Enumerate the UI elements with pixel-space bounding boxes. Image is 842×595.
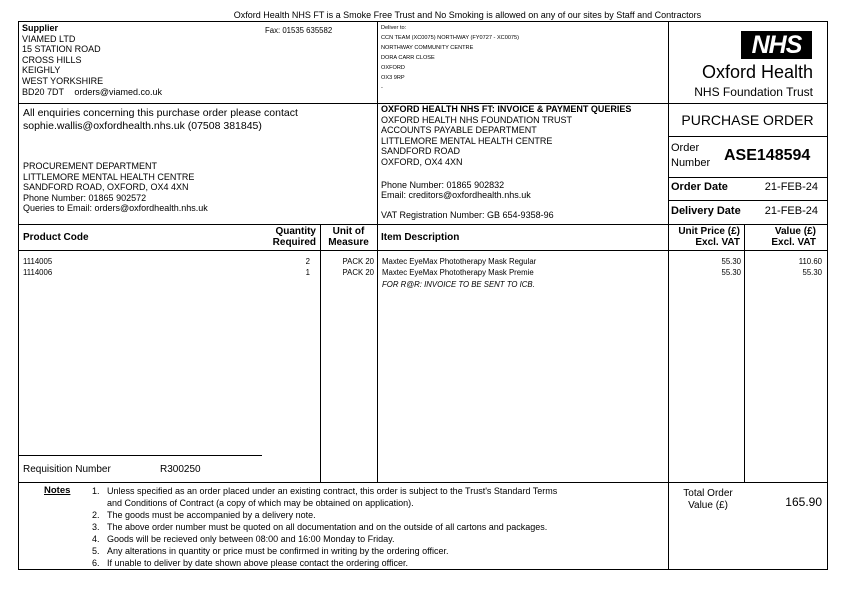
deliver-to-line: OXFORD xyxy=(381,65,405,71)
supplier-line: WEST YORKSHIRE xyxy=(22,75,104,86)
deliver-to-line: DORA CARR CLOSE xyxy=(381,55,435,61)
invoice-line: OXFORD HEALTH NHS FOUNDATION TRUST xyxy=(381,114,573,125)
table-row xyxy=(23,257,52,266)
col-header-quantity-2: Required xyxy=(272,237,316,248)
col-header-unit-price xyxy=(670,226,740,248)
row-unit-price: 55.30 xyxy=(721,257,741,266)
note-text: Any alterations in quantity or price must be confirmed in writing by the ordering officer. xyxy=(107,546,449,556)
row-value: 110.60 xyxy=(798,257,822,266)
procurement-line: Phone Number: 01865 902572 xyxy=(23,192,147,203)
order-date-label: Order Date xyxy=(671,181,728,193)
supplier-heading: Supplier xyxy=(22,23,59,33)
smoke-free-banner: Oxford Health NHS FT is a Smoke Free Trust and No Smoking is allowed on any of our sites by Staff and Contractors xyxy=(233,10,702,20)
note-number: 4. xyxy=(92,534,100,544)
note-number: 5. xyxy=(92,546,100,556)
note-text: If unable to deliver by date shown above please contact the ordering officer. xyxy=(107,558,409,568)
total-label-1: Total Order xyxy=(683,488,733,499)
note-number: 2. xyxy=(92,510,100,520)
invoice-heading: OXFORD HEALTH NHS FT: INVOICE & PAYMENT QUERIES xyxy=(381,104,632,114)
col-header-quantity xyxy=(240,226,316,248)
note-number: 1. xyxy=(92,486,100,496)
purchase-order-title: PURCHASE ORDER xyxy=(681,112,814,128)
row-item-description: Maxtec EyeMax Phototherapy Mask Premie xyxy=(382,268,534,277)
col-header-quantity-1: Quantity xyxy=(275,226,316,237)
row-quantity: 1 xyxy=(305,268,310,277)
invoice-note: FOR R@R: INVOICE TO BE SENT TO ICB. xyxy=(382,280,535,289)
org-subtitle: NHS Foundation Trust xyxy=(694,85,813,99)
deliver-to-line: - xyxy=(381,85,383,91)
note-item xyxy=(92,485,557,497)
enquiries-contact xyxy=(23,107,298,132)
org-name: Oxford Health xyxy=(701,62,813,82)
requisition-label: Requisition Number xyxy=(23,464,111,475)
col-header-uom-2: Measure xyxy=(328,237,369,248)
deliver-to-heading: Deliver to: xyxy=(381,25,407,31)
col-header-uom-1: Unit of xyxy=(332,226,365,237)
supplier-email: orders@viamed.co.uk xyxy=(74,86,163,97)
note-item xyxy=(92,521,557,533)
enquiries-email: sophie.wallis@oxfordhealth.nhs.uk (07508 381845) xyxy=(23,119,262,132)
delivery-date-label: Delivery Date xyxy=(671,205,741,217)
procurement-line: SANDFORD ROAD, OXFORD, OX4 4XN xyxy=(23,182,189,193)
invoice-line: ACCOUNTS PAYABLE DEPARTMENT xyxy=(381,125,537,136)
col-header-price-2: Excl. VAT xyxy=(695,237,740,248)
supplier-line: 15 STATION ROAD xyxy=(22,44,101,55)
invoice-line: OXFORD, OX4 4XN xyxy=(381,156,463,167)
deliver-to-line: OX3 9RP xyxy=(381,75,405,81)
note-text: and Conditions of Contract (a copy of which may be obtained on application). xyxy=(107,498,414,508)
procurement-address xyxy=(23,161,208,214)
procurement-line: LITTLEMORE MENTAL HEALTH CENTRE xyxy=(23,171,195,182)
nhs-logo-icon: NHS xyxy=(741,31,812,59)
row-unit-price: 55.30 xyxy=(721,268,741,277)
note-number: 3. xyxy=(92,522,100,532)
notes-label: Notes xyxy=(44,485,71,496)
row-item-description: Maxtec EyeMax Phototherapy Mask Regular xyxy=(382,257,537,266)
note-text: Goods will be recieved only between 08:00 and 16:00 Monday to Friday. xyxy=(107,534,395,544)
deliver-to-line: CCN TEAM (XC0075) NORTHWAY (FY0727 - XC0075) xyxy=(381,35,520,41)
order-number-label-2: Number xyxy=(671,157,711,169)
supplier-block xyxy=(22,23,162,97)
row-unit-of-measure: PACK 20 xyxy=(342,268,374,277)
supplier-line: CROSS HILLS xyxy=(22,54,82,65)
col-header-product-code: Product Code xyxy=(23,232,89,243)
invoice-email: Email: creditors@oxfordhealth.nhs.uk xyxy=(381,190,531,201)
row-value: 55.30 xyxy=(802,268,822,277)
delivery-date: 21-FEB-24 xyxy=(764,205,818,217)
total-order-value: 165.90 xyxy=(785,495,822,509)
col-header-value-1: Value (£) xyxy=(774,226,816,237)
order-date: 21-FEB-24 xyxy=(764,181,818,193)
total-label-2: Value (£) xyxy=(688,500,728,511)
procurement-line: PROCUREMENT DEPARTMENT xyxy=(23,161,158,171)
note-text: The goods must be accompanied by a delivery note. xyxy=(107,510,316,520)
enquiries-line: All enquiries concerning this purchase order please contact xyxy=(23,107,298,119)
requisition-number: R300250 xyxy=(160,464,201,475)
procurement-line: Queries to Email: orders@oxfordhealth.nhs.uk xyxy=(23,203,208,214)
row-quantity: 2 xyxy=(305,257,310,266)
order-number-label xyxy=(671,141,710,171)
supplier-fax: Fax: 01535 635582 xyxy=(265,26,333,35)
invoice-block xyxy=(381,104,631,220)
note-item xyxy=(92,497,557,509)
note-item xyxy=(92,557,557,569)
deliver-to-block xyxy=(381,25,519,92)
table-row xyxy=(23,268,52,277)
note-item xyxy=(92,545,557,557)
order-number-label-1: Order xyxy=(671,142,700,154)
note-number: 6. xyxy=(92,558,100,568)
note-item xyxy=(92,509,557,521)
order-number: ASE148594 xyxy=(724,147,811,164)
invoice-line: LITTLEMORE MENTAL HEALTH CENTRE xyxy=(381,135,553,146)
supplier-line: VIAMED LTD xyxy=(22,33,76,44)
invoice-line: SANDFORD ROAD xyxy=(381,146,461,157)
col-header-item-description: Item Description xyxy=(381,232,460,243)
supplier-postcode: BD20 7DT xyxy=(22,86,64,97)
col-header-value xyxy=(745,226,816,248)
deliver-to-line: NORTHWAY COMMUNITY CENTRE xyxy=(381,45,474,51)
note-item xyxy=(92,533,557,545)
total-order-label xyxy=(670,488,746,512)
supplier-line: KEIGHLY xyxy=(22,65,61,76)
notes-list xyxy=(92,485,557,569)
col-header-value-2: Excl. VAT xyxy=(771,237,816,248)
row-unit-of-measure: PACK 20 xyxy=(342,257,374,266)
vat-registration: VAT Registration Number: GB 654-9358-96 xyxy=(381,209,554,220)
note-text: The above order number must be quoted on all documentation and on the outside of all cartons and packages. xyxy=(107,522,548,532)
note-text: Unless specified as an order placed under an existing contract, this order is subject to the Trust's Standard Terms xyxy=(107,486,558,496)
col-header-unit-of-measure xyxy=(320,226,377,248)
row-product-code: 1114006 xyxy=(23,268,53,277)
col-header-price-1: Unit Price (£) xyxy=(678,226,740,237)
row-product-code: 1114005 xyxy=(23,257,53,266)
invoice-phone: Phone Number: 01865 902832 xyxy=(381,179,505,190)
